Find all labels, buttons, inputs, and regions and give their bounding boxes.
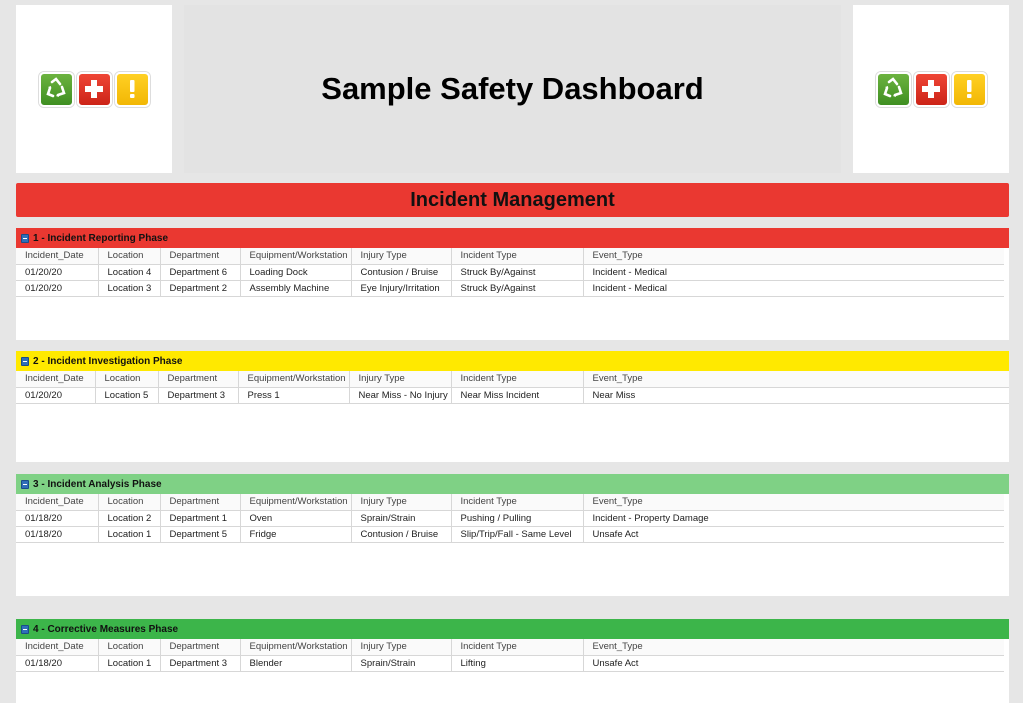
table-cell: Slip/Trip/Fall - Same Level — [451, 526, 583, 542]
table-cell: Struck By/Against — [451, 264, 583, 280]
panel-incident-analysis — [16, 474, 1009, 596]
column-header[interactable]: Department — [160, 639, 240, 655]
table-cell: Blender — [240, 655, 351, 671]
table-cell: 01/20/20 — [16, 264, 98, 280]
table-cell: Location 1 — [98, 526, 160, 542]
panel-corrective-measures — [16, 619, 1009, 703]
column-header[interactable]: Incident Type — [451, 639, 583, 655]
column-header[interactable]: Incident Type — [451, 371, 583, 387]
column-header[interactable]: Department — [160, 248, 240, 264]
table-cell: Pushing / Pulling — [451, 510, 583, 526]
table-cell: Sprain/Strain — [351, 655, 451, 671]
table-cell: Unsafe Act — [583, 655, 1004, 671]
column-header[interactable]: Incident Type — [451, 494, 583, 510]
collapse-toggle-icon[interactable] — [21, 234, 29, 243]
table-cell: Location 3 — [98, 280, 160, 296]
table-row[interactable] — [16, 510, 1004, 526]
column-header[interactable]: Department — [158, 371, 238, 387]
column-header[interactable]: Incident_Date — [16, 494, 98, 510]
table-row[interactable] — [16, 387, 1009, 403]
table-row[interactable] — [16, 280, 1004, 296]
table-cell: Location 4 — [98, 264, 160, 280]
column-header[interactable]: Incident Type — [451, 248, 583, 264]
table-cell: 01/20/20 — [16, 387, 95, 403]
column-header[interactable]: Event_Type — [583, 494, 1004, 510]
panel-incident-reporting — [16, 228, 1009, 340]
table-cell: 01/18/20 — [16, 655, 98, 671]
logo-right — [853, 5, 1009, 173]
page-title: Sample Safety Dashboard — [321, 71, 704, 106]
table-cell: Incident - Medical — [583, 264, 1004, 280]
section-banner-title: Incident Management — [410, 188, 615, 211]
first-aid-plus-icon — [914, 72, 949, 107]
table-cell: Assembly Machine — [240, 280, 351, 296]
table-cell: Unsafe Act — [583, 526, 1004, 542]
panel-title: 3 - Incident Analysis Phase — [33, 478, 162, 490]
logo-left — [16, 5, 172, 173]
table-cell: Location 5 — [95, 387, 158, 403]
warning-exclamation-icon — [115, 72, 150, 107]
data-table — [16, 639, 1004, 672]
table-cell: Incident - Medical — [583, 280, 1004, 296]
table-row[interactable] — [16, 655, 1004, 671]
column-header[interactable]: Event_Type — [583, 371, 1009, 387]
column-header[interactable]: Location — [98, 494, 160, 510]
column-header[interactable]: Incident_Date — [16, 371, 95, 387]
table-cell: 01/18/20 — [16, 510, 98, 526]
table-header-row — [16, 639, 1004, 655]
table-cell: Department 3 — [158, 387, 238, 403]
column-header[interactable]: Equipment/Workstation — [238, 371, 349, 387]
table-row[interactable] — [16, 526, 1004, 542]
column-header[interactable]: Incident_Date — [16, 248, 98, 264]
panel-header[interactable] — [16, 474, 1009, 494]
data-table — [16, 248, 1004, 297]
panel-header[interactable] — [16, 619, 1009, 639]
table-cell: Department 6 — [160, 264, 240, 280]
table-cell: Near Miss - No Injury — [349, 387, 451, 403]
table-cell: Department 5 — [160, 526, 240, 542]
table-cell: Department 1 — [160, 510, 240, 526]
table-header-row — [16, 371, 1009, 387]
table-cell: Contusion / Bruise — [351, 264, 451, 280]
column-header[interactable]: Injury Type — [349, 371, 451, 387]
table-cell: Department 2 — [160, 280, 240, 296]
panel-title: 4 - Corrective Measures Phase — [33, 623, 179, 635]
table-cell: 01/20/20 — [16, 280, 98, 296]
table-cell: Loading Dock — [240, 264, 351, 280]
column-header[interactable]: Injury Type — [351, 639, 451, 655]
column-header[interactable]: Incident_Date — [16, 639, 98, 655]
header — [184, 5, 841, 173]
table-cell: Fridge — [240, 526, 351, 542]
table-row[interactable] — [16, 264, 1004, 280]
panel-title: 1 - Incident Reporting Phase — [33, 232, 169, 244]
panel-header[interactable] — [16, 228, 1009, 248]
collapse-toggle-icon[interactable] — [21, 625, 29, 634]
panel-incident-investigation — [16, 351, 1009, 462]
column-header[interactable]: Event_Type — [583, 639, 1004, 655]
data-table — [16, 371, 1009, 404]
column-header[interactable]: Department — [160, 494, 240, 510]
table-cell: 01/18/20 — [16, 526, 98, 542]
table-cell: Eye Injury/Irritation — [351, 280, 451, 296]
table-cell: Press 1 — [238, 387, 349, 403]
column-header[interactable]: Injury Type — [351, 494, 451, 510]
table-cell: Incident - Property Damage — [583, 510, 1004, 526]
table-cell: Oven — [240, 510, 351, 526]
table-cell: Location 1 — [98, 655, 160, 671]
table-header-row — [16, 494, 1004, 510]
column-header[interactable]: Equipment/Workstation — [240, 248, 351, 264]
table-cell: Location 2 — [98, 510, 160, 526]
table-cell: Department 3 — [160, 655, 240, 671]
panel-title: 2 - Incident Investigation Phase — [33, 355, 183, 367]
column-header[interactable]: Event_Type — [583, 248, 1004, 264]
column-header[interactable]: Injury Type — [351, 248, 451, 264]
column-header[interactable]: Location — [98, 248, 160, 264]
first-aid-plus-icon — [77, 72, 112, 107]
recycle-icon — [876, 72, 911, 107]
collapse-toggle-icon[interactable] — [21, 357, 29, 366]
collapse-toggle-icon[interactable] — [21, 480, 29, 489]
table-cell: Contusion / Bruise — [351, 526, 451, 542]
table-cell: Struck By/Against — [451, 280, 583, 296]
panel-header[interactable] — [16, 351, 1009, 371]
warning-exclamation-icon — [952, 72, 987, 107]
column-header[interactable]: Location — [98, 639, 160, 655]
column-header[interactable]: Equipment/Workstation — [240, 494, 351, 510]
column-header[interactable]: Location — [95, 371, 158, 387]
column-header[interactable]: Equipment/Workstation — [240, 639, 351, 655]
table-cell: Near Miss Incident — [451, 387, 583, 403]
recycle-icon — [39, 72, 74, 107]
table-header-row — [16, 248, 1004, 264]
table-cell: Near Miss — [583, 387, 1009, 403]
section-banner — [16, 183, 1009, 217]
data-table — [16, 494, 1004, 543]
table-cell: Sprain/Strain — [351, 510, 451, 526]
table-cell: Lifting — [451, 655, 583, 671]
